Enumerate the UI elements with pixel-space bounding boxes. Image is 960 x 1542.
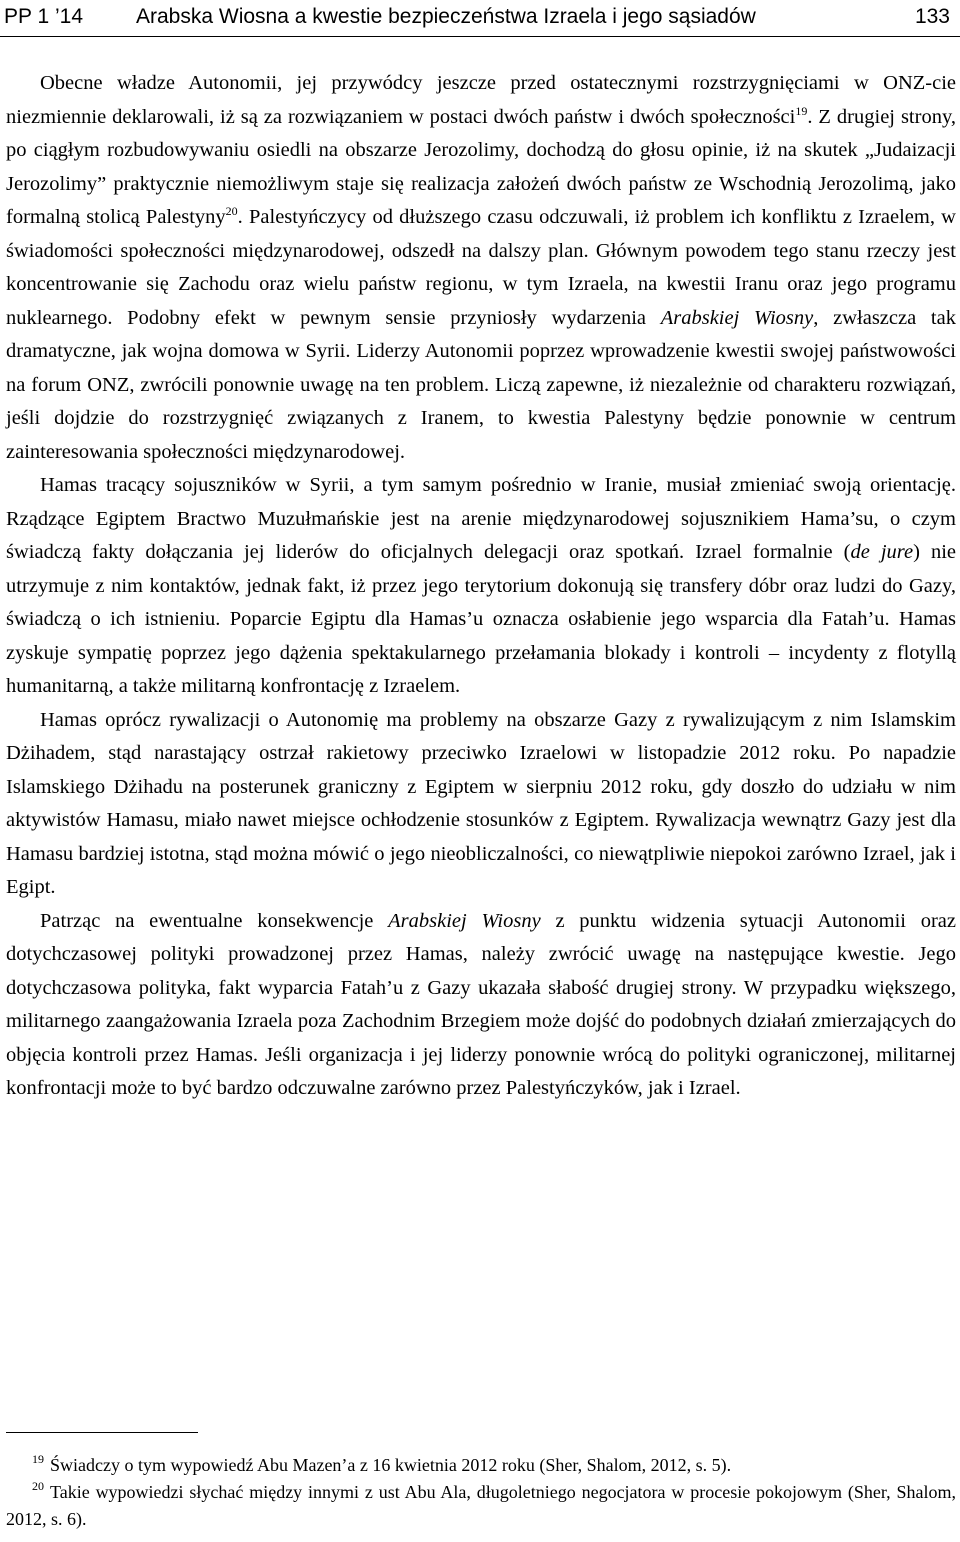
footnote [6,1479,956,1533]
paragraph [6,704,956,905]
paragraph-text: , zwłaszcza tak dramatyczne, jak wojna domowa w Syrii. Liderzy Autonomii poprzez wprowadzenie kwestii swojej państwowości na forum ONZ, zwrócili ponownie uwagę na ten problem. Liczą zapewne, iż niezależnie od charakteru rozwiązań, jeśli dojdzie do rozstrzygnięć związanych z Iranem, to kwestia Palestyny będzie ponownie w centrum zainteresowania społeczności międzynarodowej. [6,306,956,463]
footnote-number: 20 [32,1479,44,1493]
footnote-text: Świadczy o tym wypowiedź Abu Mazen’a z 16 kwietnia 2012 roku (Sher, Shalom, 2012, s. 5). [50,1455,732,1475]
footnote-reference: 19 [795,103,808,118]
body-text [6,67,956,1106]
paragraph-text: z punktu widzenia sytuacji Autonomii oraz dotychczasowej polityki prowadzonej przez Hamas, należy zwrócić uwagę na następujące kwestie. Jego dotychczasowa polityka, fakt wyparcia Fatah’u z Gazy ukazała słabość drugiej strony. W przypadku większego, militarnego zaangażowania Izraela poza Zachodnim Brzegiem może dojść do podobnych działań zmierzających do objęcia kontroli przez Hamas. Jeśli organizacja i jej liderzy ponownie wrócą do polityki ograniczonej, militarnej konfrontacji może to być bardzo odczuwalne zarówno przez Palestyńczyków, jak i Izrael. [6,909,956,1099]
footnote-rule [6,1432,198,1433]
italic-text: Arabskiej Wiosny [388,909,541,932]
footnote [6,1452,956,1479]
paragraph [6,67,956,469]
paragraph-text: Patrząc na ewentualne konsekwencje [40,909,389,932]
footnote-number: 19 [32,1452,44,1466]
header-rule [0,36,960,37]
running-header [0,0,960,36]
paragraph [6,469,956,704]
paragraph-text: . Palestyńczycy od dłuższego czasu odczuwali, iż problem ich konfliktu z Izraelem, w świadomości społeczności międzynarodowej, odszedł na dalszy plan. Głównym powodem tego stanu rzeczy jest koncentrowanie się Zachodu oraz wielu państw regionu, w tym Izraela, na kwestii Iranu oraz jego programu nuklearnego. Podobny efekt w pewnym sensie przyniosły wydarzenia [6,206,956,329]
italic-text: de jure [850,541,914,563]
paragraph-text: Hamas tracący sojuszników w Syrii, a tym samym pośrednio w Iranie, musiał zmieniać swoją orientację. Rządzące Egiptem Bractwo Muzułmańskie jest na arenie międzynarodowej sojusznikiem Hama’su, o czym świadczą fakty dołączania jej liderów do oficjalnych delegacji oraz spotkań. Izrael formalnie ( [6,474,956,563]
footnote-reference: 20 [225,204,238,218]
paragraph-text: ) nie utrzymuje z nim kontaktów, jednak fakt, iż przez jego terytorium dokonują się transfery dóbr oraz ludzi do Gazy, świadczą o ich istnieniu. Poparcie Egiptu dla Hamas’u oznacza osłabienie jego wsparcia dla Fatah’u. Hamas zyskuje sympatię poprzez jego dążenia spektakularnego przełamania blokady i kontroli – incydenty z flotyllą humanitarną, a także militarną konfrontację z Izraelem. [6,541,956,697]
italic-text: Arabskiej Wiosny [660,306,814,329]
paragraph-text: Hamas oprócz rywalizacji o Autonomię ma problemy na obszarze Gazy z rywalizującym z nim Islamskim Dżihadem, stąd narastający ostrzał rakietowy przeciwko Izraelowi w listopadzie 2012 roku. Po napadzie Islamskiego Dżihadu na posterunek graniczny z Egiptem w sierpniu 2012 roku, gdy doszło do udziału w nim aktywistów Hamasu, miało nawet miejsce ochłodzenie stosunków z Egiptem. Rywalizacja wewnątrz Gazy jest dla Hamasu bardziej istotna, stąd można mówić o jego nieobliczalności, co niewątpliwie niepokoi zarówno Izrael, jak i Egipt. [6,708,956,898]
footnotes [6,1452,956,1533]
page-number: 133 [914,5,950,28]
running-title: Arabska Wiosna a kwestie bezpieczeństwa Izraela i jego sąsiadów [136,5,756,28]
journal-issue: PP 1 ’14 [4,5,84,28]
paragraph-text: . Z drugiej strony, po ciągłym rozbudowywaniu osiedli na obszarze Jerozolimy, dochodzą do głosu opinie, iż na skutek „Judaizacji Jerozolimy” praktycznie niemożliwym staje się realizacja założeń dwóch państw ze Wschodnią Jerozolimą, jako formalną stolicą Palestyny [6,105,956,228]
paragraph [6,905,956,1106]
footnote-text: Takie wypowiedzi słychać między innymi z ust Abu Ala, długoletniego negocjatora w procesie pokojowym (Sher, Shalom, 2012, s. 6). [6,1482,956,1529]
paragraph-text: Obecne władze Autonomii, jej przywódcy jeszcze przed ostatecznymi rozstrzygnięciami w ONZ-cie niezmiennie deklarowali, iż są za rozwiązaniem w postaci dwóch państw i dwóch społeczności [6,72,956,128]
